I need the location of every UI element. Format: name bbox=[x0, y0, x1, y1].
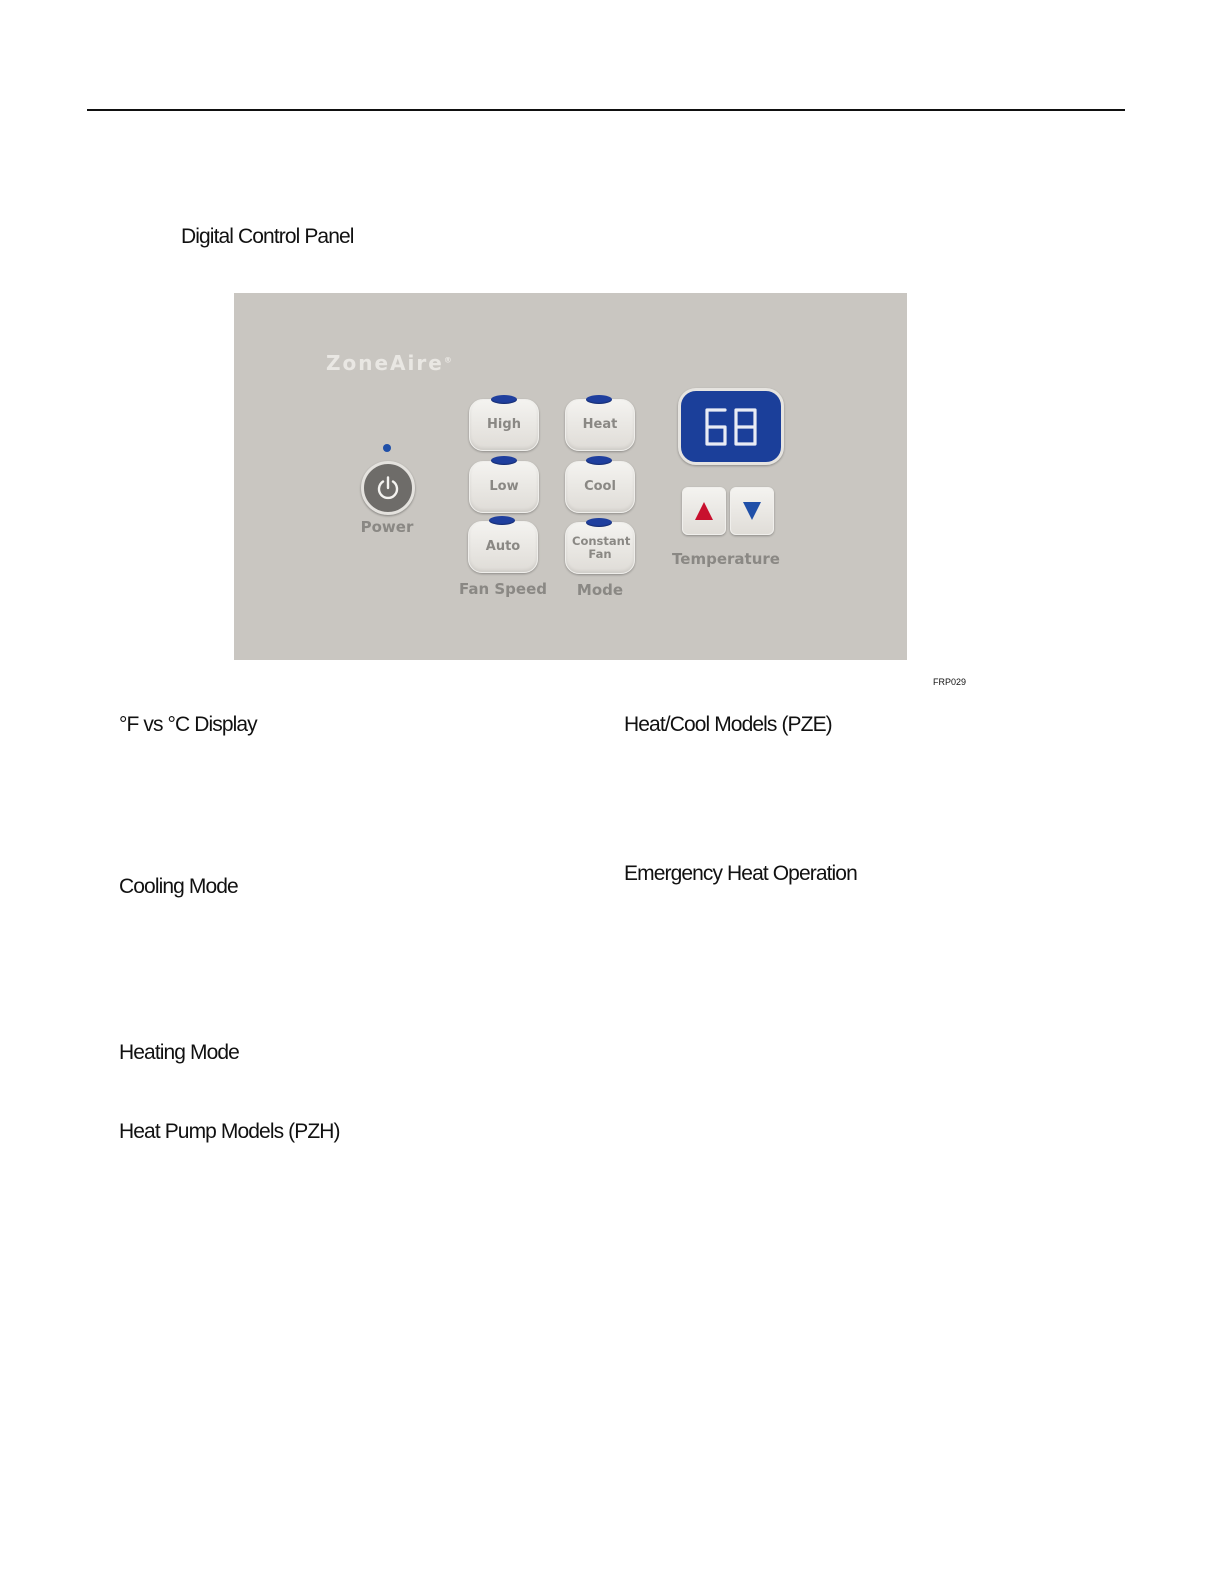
brand-logo: ZoneAire® bbox=[326, 351, 452, 375]
heading-emergency-heat-operation: Emergency Heat Operation bbox=[624, 862, 857, 885]
temperature-label: Temperature bbox=[672, 550, 780, 568]
temperature-display bbox=[678, 388, 784, 465]
fan-auto-button[interactable]: Auto bbox=[468, 521, 538, 573]
fan-low-button[interactable]: Low bbox=[469, 461, 539, 513]
triangle-up-icon bbox=[693, 500, 715, 522]
mode-constant-fan-button[interactable] bbox=[565, 522, 635, 574]
power-button[interactable] bbox=[361, 461, 415, 515]
triangle-down-icon bbox=[741, 500, 763, 522]
heading-heating-mode: Heating Mode bbox=[119, 1041, 239, 1064]
temperature-down-button[interactable] bbox=[730, 487, 774, 535]
fan-high-button[interactable]: High bbox=[469, 399, 539, 451]
fan-auto-led bbox=[489, 516, 515, 525]
mode-constant-fan-led bbox=[586, 518, 612, 527]
heading-digital-control-panel: Digital Control Panel bbox=[181, 225, 354, 248]
fan-speed-label: Fan Speed bbox=[458, 580, 547, 598]
power-indicator-led bbox=[383, 444, 391, 452]
heading-heat-pump-models: Heat Pump Models (PZH) bbox=[119, 1120, 340, 1143]
power-label: Power bbox=[360, 518, 414, 536]
mode-cool-button[interactable]: Cool bbox=[565, 461, 635, 513]
heading-f-vs-c-display: °F vs °C Display bbox=[119, 713, 257, 736]
temperature-up-button[interactable] bbox=[682, 487, 726, 535]
heading-cooling-mode: Cooling Mode bbox=[119, 875, 238, 898]
mode-heat-led bbox=[586, 395, 612, 404]
figure-code: FRP029 bbox=[933, 677, 967, 687]
mode-heat-button[interactable]: Heat bbox=[565, 399, 635, 451]
heading-heat-cool-models: Heat/Cool Models (PZE) bbox=[624, 713, 832, 736]
fan-low-led bbox=[491, 456, 517, 465]
mode-label: Mode bbox=[576, 581, 624, 599]
constant-fan-label: Constant Fan bbox=[572, 534, 631, 561]
power-icon bbox=[373, 473, 403, 503]
control-panel-figure bbox=[234, 293, 907, 660]
display-digits-graphic bbox=[701, 406, 761, 448]
mode-cool-led bbox=[586, 456, 612, 465]
fan-high-led-top bbox=[491, 395, 517, 404]
header-rule bbox=[87, 109, 1125, 111]
